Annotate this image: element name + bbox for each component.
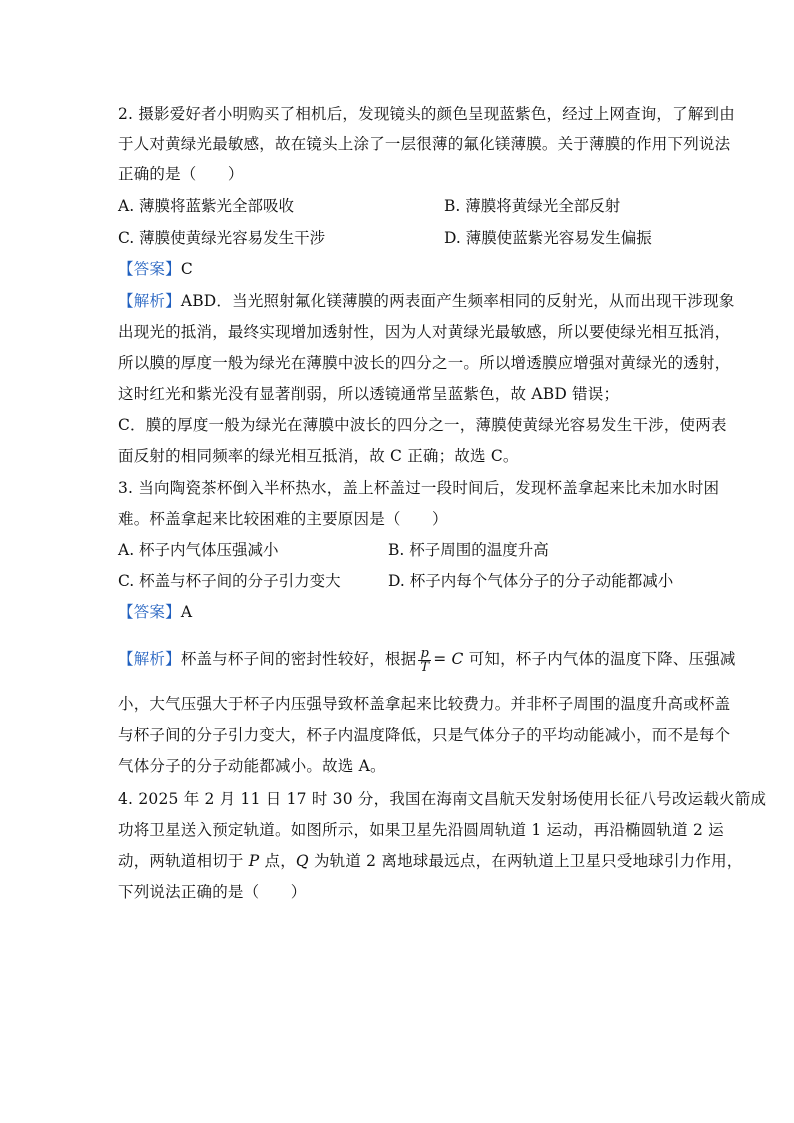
q3-analysis-line-4: 气体分子的分子动能都减小。故选 A。: [118, 757, 386, 775]
q3-option-d: D. 杯子内每个气体分子的分子动能都减小: [388, 572, 674, 590]
q2-analysis-text-1: ABD．当光照射氟化镁薄膜的两表面产生频率相同的反射光，从而出现干涉现象: [180, 292, 735, 310]
fraction-denominator: T: [420, 659, 430, 675]
q2-option-c: C. 薄膜使黄绿光容易发生干涉: [118, 229, 326, 247]
q2-option-a: A. 薄膜将蓝紫光全部吸收: [118, 197, 295, 215]
q2-stem-line-2: 于人对黄绿光最敏感，故在镜头上涂了一层很薄的氟化镁薄膜。关于薄膜的作用下列说法: [118, 135, 731, 153]
q3-analysis-line-2: 小，大气压强大于杯子内压强导致杯盖拿起来比较费力。并非杯子周围的温度升高或杯盖: [118, 695, 731, 713]
q3-stem-line-1: 3. 当向陶瓷茶杯倒入半杯热水，盖上杯盖过一段时间后，发现杯盖拿起来比未加水时困: [118, 479, 720, 497]
q3-option-b: B. 杯子周围的温度升高: [388, 541, 549, 559]
q3-analysis-line-1: [118, 642, 736, 676]
q4-stem-line-4: 下列说法正确的是（ ）: [118, 883, 307, 901]
q3-option-a: A. 杯子内气体压强减小: [118, 541, 279, 559]
q4-line3-mid: 点，: [259, 852, 296, 870]
answer-tag: 【答案】: [118, 603, 181, 621]
q2-answer-value: C: [180, 260, 193, 278]
q3-answer-value: A: [180, 603, 193, 621]
q2-analysis-line-3: 所以膜的厚度一般为绿光在薄膜中波长的四分之一。所以增透膜应增强对黄绿光的透射，: [118, 354, 731, 372]
q2-analysis-line-2: 出现光的抵消，最终实现增加透射性，因为人对黄绿光最敏感，所以要使绿光相互抵消，: [118, 323, 731, 341]
q2-analysis-line-1: [118, 291, 735, 311]
q2-stem-line-1: 2. 摄影爱好者小明购买了相机后，发现镜头的颜色呈现蓝紫色，经过上网查询，了解到由: [118, 105, 735, 123]
analysis-tag: 【解析】: [118, 650, 181, 668]
q3-stem-line-2: 难。杯盖拿起来比较困难的主要原因是（ ）: [118, 510, 448, 528]
q2-option-d: D. 薄膜使蓝紫光容易发生偏振: [444, 229, 652, 247]
analysis-tag: 【解析】: [118, 292, 181, 310]
q2-analysis-line-4: 这时红光和紫光没有显著削弱，所以透镜通常呈蓝紫色，故 ABD 错误；: [118, 385, 620, 403]
q4-line3-pre: 动，两轨道相切于: [118, 852, 249, 870]
q3-analysis-line-3: 与杯子间的分子引力变大，杯子内温度降低，只是气体分子的平均动能减小，而不是每个: [118, 726, 731, 744]
q2-stem-line-3: 正确的是（ ）: [118, 165, 244, 183]
q4-stem-line-3: [118, 851, 742, 871]
formula-constant: = C: [433, 650, 464, 668]
answer-tag: 【答案】: [118, 260, 181, 278]
q4-stem-line-2: 功将卫星送入预定轨道。如图所示，如果卫星先沿圆周轨道 1 运动，再沿椭圆轨道 2 运: [118, 821, 724, 839]
q2-analysis-line-5: C．膜的厚度一般为绿光在薄膜中波长的四分之一，薄膜使黄绿光容易发生干涉，使两表: [118, 416, 727, 434]
q2-analysis-line-6: 面反射的相同频率的绿光相互抵消，故 C 正确；故选 C。: [118, 447, 519, 465]
q4-line3-post: 为轨道 2 离地球最远点，在两轨道上卫星只受地球引力作用，: [308, 852, 743, 870]
q2-answer: [118, 259, 193, 279]
q3-option-c: C. 杯盖与杯子间的分子引力变大: [118, 572, 341, 590]
pressure-temperature-fraction: [418, 647, 431, 674]
point-p: P: [248, 852, 260, 870]
fraction-numerator: p: [418, 647, 431, 661]
q4-stem-line-1: 4. 2025 年 2 月 11 日 17 时 30 分，我国在海南文昌航天发射场使用长征八号改运载火箭成: [118, 790, 767, 808]
q3-analysis-text-post: 可知，杯子内气体的温度下降、压强减: [463, 650, 736, 668]
point-q: Q: [295, 852, 309, 870]
q3-answer: [118, 602, 192, 622]
q2-option-b: B. 薄膜将黄绿光全部反射: [444, 197, 621, 215]
q3-analysis-text-pre: 杯盖与杯子间的密封性较好，根据: [180, 650, 417, 668]
